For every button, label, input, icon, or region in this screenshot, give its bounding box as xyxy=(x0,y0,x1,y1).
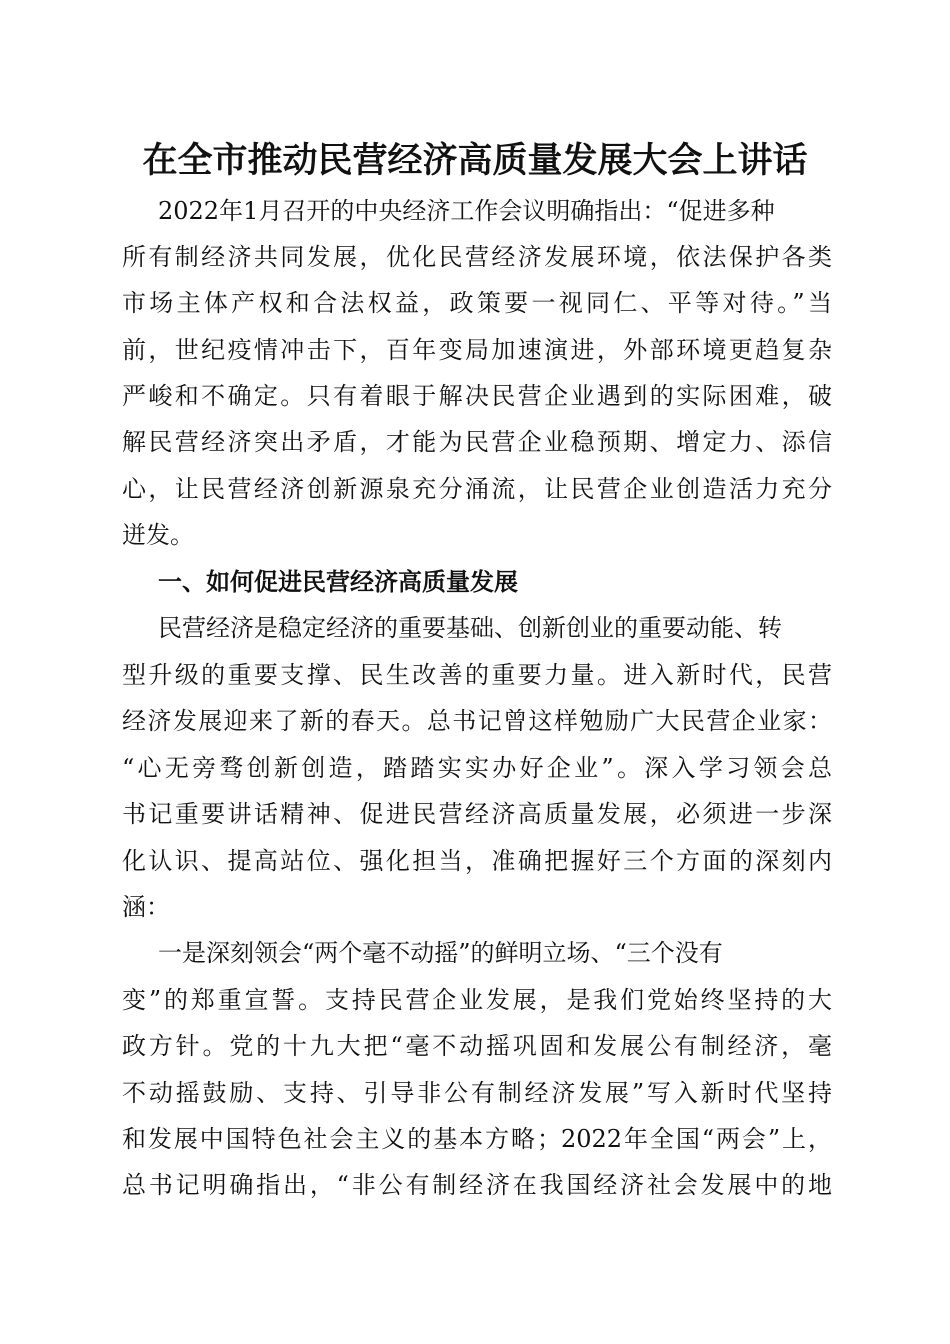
paragraph-line: 化认识、提高站位、强化担当，准确把握好三个方面的深刻内 xyxy=(122,847,832,875)
paragraph-line: 和发展中国特色社会主义的基本方略；2022年全国“两会”上， xyxy=(122,1125,832,1153)
paragraph-line: 前，世纪疫情冲击下，百年变局加速演进，外部环境更趋复杂 xyxy=(122,336,832,364)
paragraph-line: 所有制经济共同发展，优化民营经济发展环境，依法保护各类 xyxy=(122,243,832,271)
paragraph-line: 变”的郑重宣誓。支持民营企业发展，是我们党始终坚持的大 xyxy=(122,986,832,1014)
paragraph-line: 政方针。党的十九大把“毫不动摇巩固和发展公有制经济，毫 xyxy=(122,1032,832,1060)
paragraph-line: 2022年1月召开的中央经济工作会议明确指出：“促进多种 xyxy=(158,197,775,225)
paragraph-line: 一是深刻领会“两个毫不动摇”的鲜明立场、“三个没有 xyxy=(158,939,723,967)
paragraph-line: 型升级的重要支撑、民生改善的重要力量。进入新时代，民营 xyxy=(122,661,832,689)
document-title: 在全市推动民营经济高质量发展大会上讲话 xyxy=(142,141,808,181)
paragraph-line: 涵： xyxy=(122,893,170,921)
paragraph-line: 迸发。 xyxy=(122,521,194,549)
paragraph-line: 经济发展迎来了新的春天。总书记曾这样勉励广大民营企业家： xyxy=(122,707,832,735)
paragraph-line: 不动摇鼓励、支持、引导非公有制经济发展”写入新时代坚持 xyxy=(122,1079,832,1107)
paragraph-line: “心无旁骛创新创造，踏踏实实办好企业”。深入学习领会总 xyxy=(122,754,832,782)
paragraph-line: 总书记明确指出，“非公有制经济在我国经济社会发展中的地 xyxy=(122,1171,832,1199)
paragraph-line: 解民营经济突出矛盾，才能为民营企业稳预期、增定力、添信 xyxy=(122,428,832,456)
paragraph-line: 市场主体产权和合法权益，政策要一视同仁、平等对待。”当 xyxy=(122,289,832,317)
section-heading: 一、如何促进民营经济高质量发展 xyxy=(158,568,518,596)
paragraph-line: 书记重要讲话精神、促进民营经济高质量发展，必须进一步深 xyxy=(122,800,832,828)
paragraph-line: 心，让民营经济创新源泉充分涌流，让民营企业创造活力充分 xyxy=(122,475,832,503)
paragraph-line: 民营经济是稳定经济的重要基础、创新创业的重要动能、转 xyxy=(158,614,782,642)
paragraph-line: 严峻和不确定。只有着眼于解决民营企业遇到的实际困难，破 xyxy=(122,382,832,410)
